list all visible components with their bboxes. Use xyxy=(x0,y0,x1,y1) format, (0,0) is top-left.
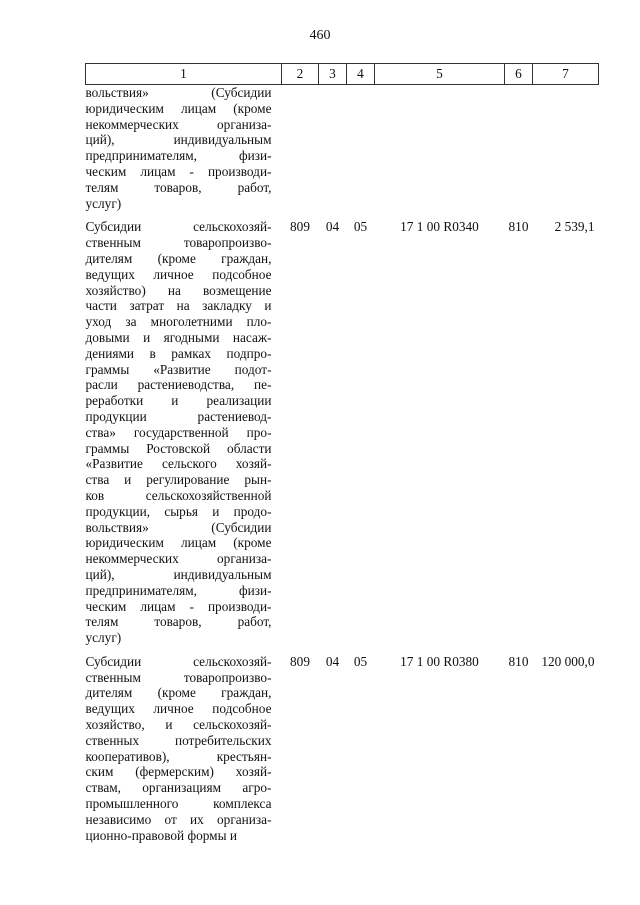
column-header: 6 xyxy=(505,64,533,85)
description-line: продукции растениевод- xyxy=(85,408,272,424)
budget-table xyxy=(85,63,599,843)
description-line: вольствия» (Субсидии xyxy=(85,519,272,535)
expense-type-code xyxy=(505,85,533,212)
description-line: ственным товаропроизво- xyxy=(85,235,272,251)
description-line: ведущих личное подсобное xyxy=(85,266,272,282)
description-line: Субсидии сельскохозяй- xyxy=(85,219,272,235)
amount xyxy=(533,85,599,212)
description-line: промышленного комплекса xyxy=(85,796,272,812)
amount: 120 000,0 xyxy=(541,653,595,669)
description-line: ства и регулирование рын- xyxy=(85,472,272,488)
table-row xyxy=(86,85,599,212)
description-line: ственным товаропроизво- xyxy=(85,669,272,685)
description-line: кооперативов), крестьян- xyxy=(85,748,272,764)
description-line: услуг) xyxy=(85,630,122,646)
description-line: ционно-правовой формы и xyxy=(85,827,237,843)
ministry-code: 809 xyxy=(290,219,310,235)
subsection-code xyxy=(347,85,375,212)
description-line: юридическим лицам (кроме xyxy=(85,100,272,116)
description-line: ций), индивидуальным xyxy=(85,132,272,148)
header-row xyxy=(86,64,599,85)
description-line: ков сельскохозяйственной xyxy=(85,487,272,503)
description-line: хозяйство, и сельскохозяй- xyxy=(85,717,272,733)
column-header: 5 xyxy=(375,64,505,85)
description-line: вольствия» (Субсидии xyxy=(85,85,272,100)
description-line: услуг) xyxy=(85,195,122,211)
expense-type-code: 810 xyxy=(508,219,529,235)
description-line: довыми и ягодными насаж- xyxy=(85,329,272,345)
description-line: предпринимателям, физи- xyxy=(85,582,272,598)
description-line: телям товаров, работ, xyxy=(85,614,272,630)
section-code xyxy=(319,85,347,212)
page-number: 460 xyxy=(309,28,331,43)
description-line: ческим лицам - производи- xyxy=(85,598,272,614)
description-line: ствам, организациям агро- xyxy=(85,780,272,796)
section-code: 04 xyxy=(325,219,340,235)
description-line: дениями в рамках подпро- xyxy=(85,345,272,361)
ministry-code: 809 xyxy=(290,653,310,669)
ministry-code xyxy=(282,85,319,212)
description-line: реработки и реализации xyxy=(85,393,272,409)
description-line: хозяйство) на возмещение xyxy=(85,282,272,298)
description-line: независимо от их организа- xyxy=(85,811,272,827)
description-line: граммы «Развитие подот- xyxy=(85,361,272,377)
description-line: части затрат на закладку и xyxy=(85,298,272,314)
description-line: ций), индивидуальным xyxy=(85,566,272,582)
target-article-code xyxy=(375,85,505,212)
table-row xyxy=(86,654,599,844)
amount: 2 539,1 xyxy=(554,219,595,235)
column-header: 3 xyxy=(319,64,347,85)
description-line: ским (фермерским) хозяй- xyxy=(85,764,272,780)
column-header: 4 xyxy=(347,64,375,85)
description-line: юридическим лицам (кроме xyxy=(85,535,272,551)
description-line: расли растениеводства, пе- xyxy=(85,377,272,393)
description-line: ственных потребительских xyxy=(85,732,272,748)
target-article-code: 17 1 00 R0340 xyxy=(400,219,479,235)
target-article-code: 17 1 00 R0380 xyxy=(400,653,479,669)
description-line: некоммерческих организа- xyxy=(85,551,272,567)
column-header: 2 xyxy=(282,64,319,85)
row-description xyxy=(86,219,282,646)
description-line: телям товаров, работ, xyxy=(85,179,272,195)
description-line: дителям (кроме граждан, xyxy=(85,250,272,266)
column-header: 1 xyxy=(86,64,282,85)
description-line: ведущих личное подсобное xyxy=(85,701,272,717)
row-gap xyxy=(86,211,599,219)
expense-type-code: 810 xyxy=(508,653,529,669)
description-line: дителям (кроме граждан, xyxy=(85,685,272,701)
description-line: Субсидии сельскохозяй- xyxy=(85,653,272,669)
subsection-code: 05 xyxy=(353,653,368,669)
subsection-code: 05 xyxy=(353,219,368,235)
description-line: ческим лицам - производи- xyxy=(85,163,272,179)
row-gap xyxy=(86,646,599,654)
description-line: продукции, сырья и продо- xyxy=(85,503,272,519)
table-row xyxy=(86,219,599,646)
row-description xyxy=(86,85,282,212)
section-code: 04 xyxy=(325,653,340,669)
description-line: уход за многолетними пло- xyxy=(85,314,272,330)
column-header: 7 xyxy=(533,64,599,85)
description-line: граммы Ростовской области xyxy=(85,440,272,456)
description-line: некоммерческих организа- xyxy=(85,116,272,132)
description-line: предпринимателям, физи- xyxy=(85,148,272,164)
description-line: ства» государственной про- xyxy=(85,424,272,440)
description-line: «Развитие сельского хозяй- xyxy=(85,456,272,472)
row-description xyxy=(86,654,282,844)
